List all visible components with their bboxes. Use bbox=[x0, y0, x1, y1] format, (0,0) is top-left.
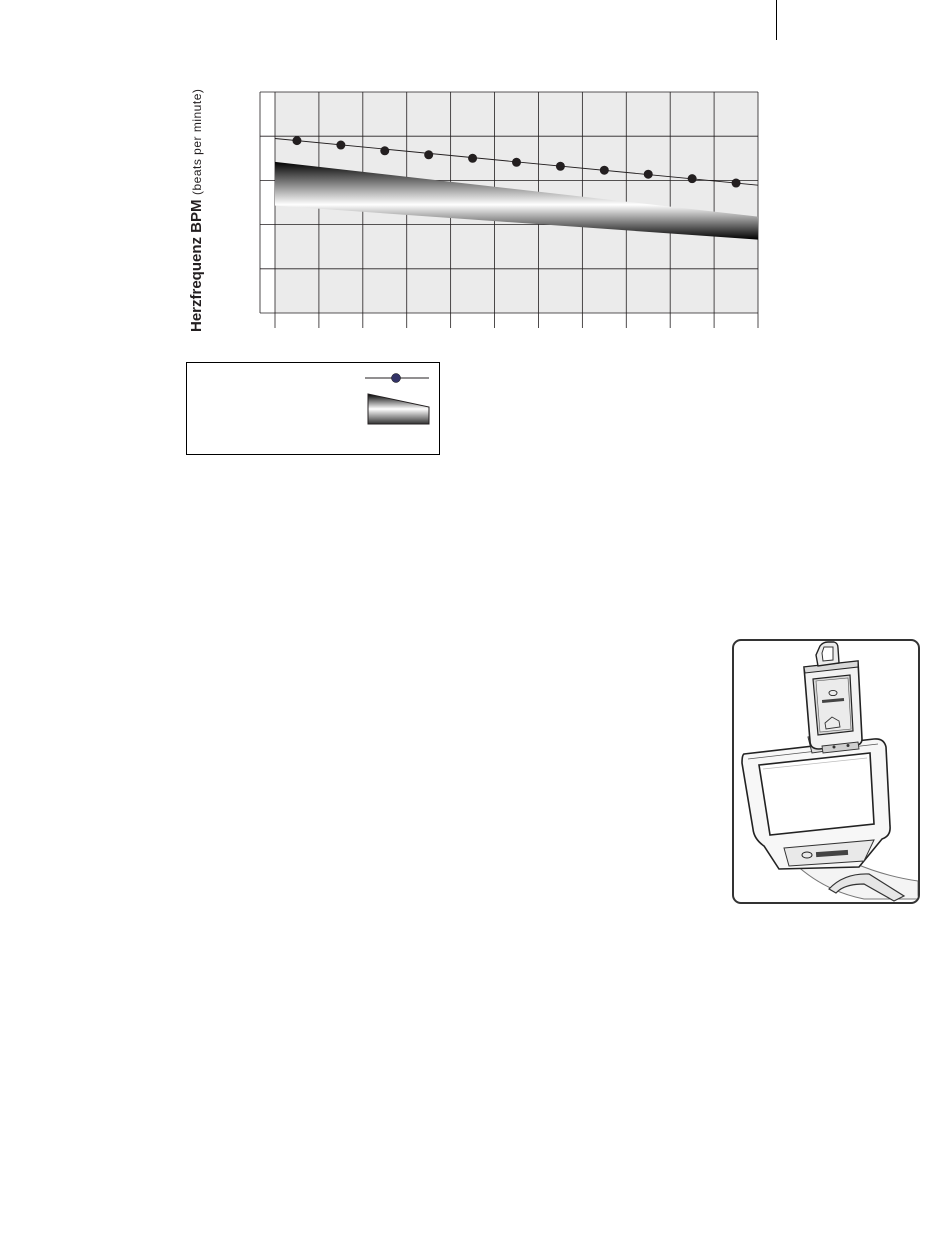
heart-rate-point bbox=[380, 146, 389, 155]
y-axis-label bbox=[188, 72, 208, 332]
legend-band-symbol bbox=[368, 394, 429, 424]
legend-marker-symbol bbox=[392, 374, 401, 383]
y-axis-label-unit: (beats per minute) bbox=[190, 88, 204, 196]
heart-rate-point bbox=[688, 174, 697, 183]
legend-graphics bbox=[187, 363, 441, 456]
heart-rate-point bbox=[556, 162, 565, 171]
heart-rate-point bbox=[732, 179, 741, 188]
heart-rate-point bbox=[600, 166, 609, 175]
heart-rate-point bbox=[424, 150, 433, 159]
console-illustration bbox=[732, 639, 920, 904]
heart-rate-point bbox=[468, 154, 477, 163]
legend bbox=[186, 362, 440, 455]
console-device-drawing bbox=[734, 641, 918, 902]
heart-rate-point bbox=[644, 170, 653, 179]
heart-rate-point bbox=[292, 136, 301, 145]
y-axis-label-main: Herzfrequenz BPM bbox=[188, 199, 205, 332]
heart-rate-point bbox=[512, 158, 521, 167]
heart-rate-point bbox=[336, 141, 345, 150]
heart-rate-chart bbox=[0, 0, 950, 470]
